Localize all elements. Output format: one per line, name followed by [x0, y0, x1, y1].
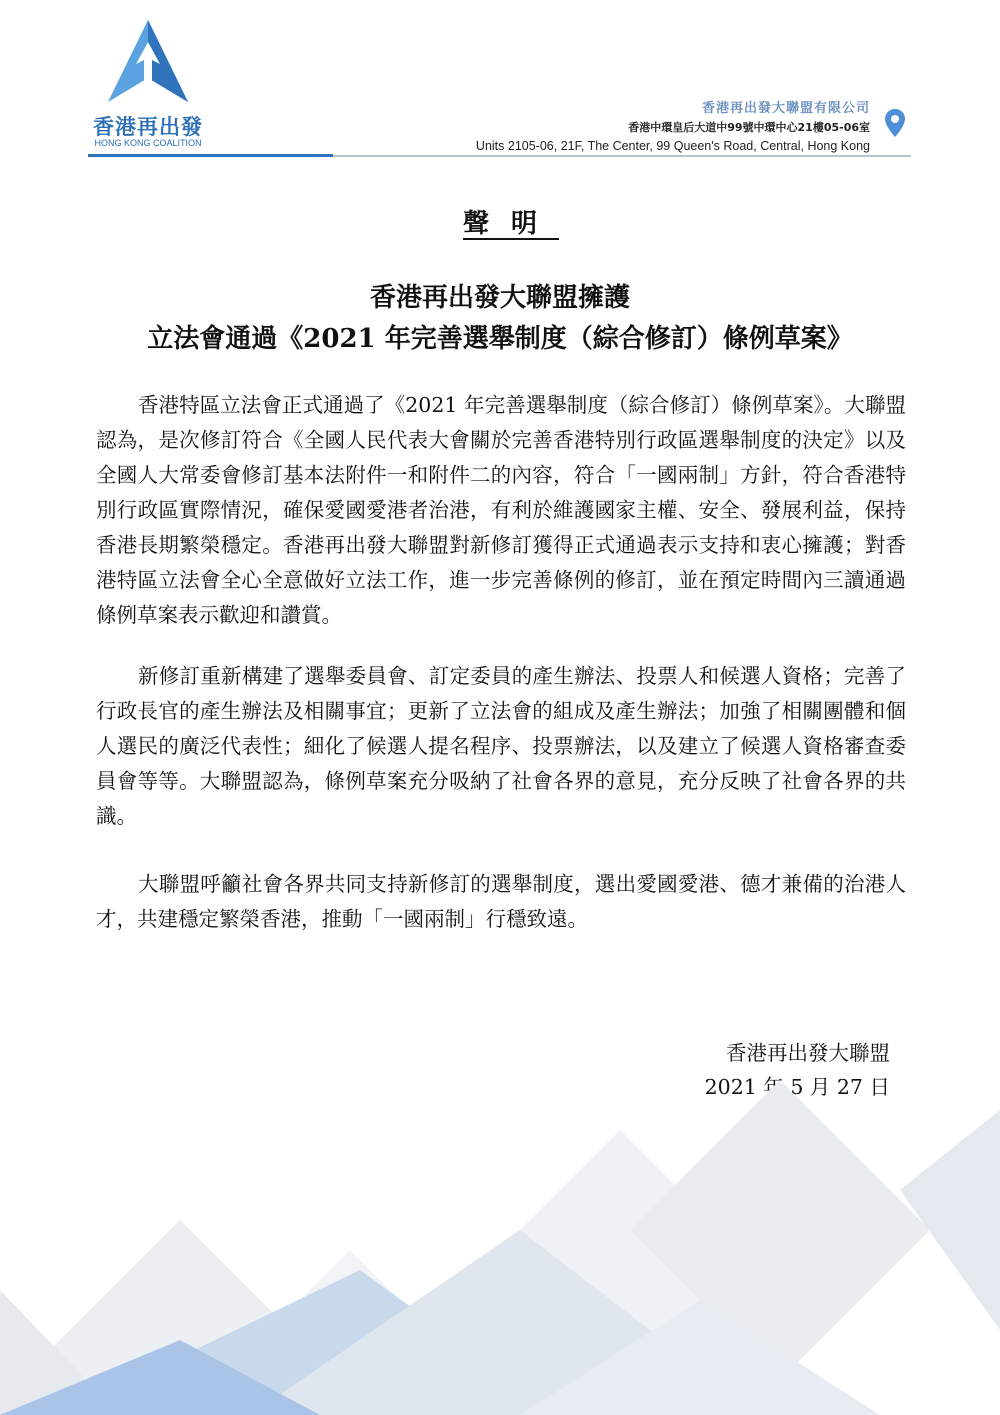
- company-name: 香港再出發大聯盟有限公司: [701, 101, 870, 116]
- headline-line-2: 立法會通過《2021 年完善選舉制度（綜合修訂）條例草案》: [147, 324, 853, 354]
- company-address-chinese: 香港中環皇后大道中99號中環中心21樓05-06室: [628, 121, 870, 134]
- paragraph-1: 香港特區立法會正式通過了《2021 年完善選舉制度（綜合修訂）條例草案》。大聯盟認為，是次修訂符合《全國人民代表大會關於完善香港特別行政區選舉制度的決定》以及全國人大常委會修訂基本法附件一和附件二的內容，符合「一國兩制」方針，符合香港特別行政區實際情況，確保愛國愛港者治港，有利於維護國家主權、安全、發展利益，保持香港長期繁榮穩定。香港再出發大聯盟對新修訂獲得正式通過表示支持和衷心擁護；對香港特區立法會全心全意做好立法工作，進一步完善條例的修訂，並在預定時間內三讀通過條例草案表示歡迎和讚賞。: [96, 393, 906, 627]
- logo-mountain-icon: [88, 16, 208, 111]
- location-pin-icon: [884, 108, 906, 138]
- header-divider-accent: [88, 154, 333, 157]
- coalition-logo: [88, 16, 208, 151]
- signature-organization: 香港再出發大聯盟: [726, 1041, 890, 1065]
- headline-line-1: 香港再出發大聯盟擁護: [369, 283, 630, 313]
- background-decoration: [0, 1070, 1000, 1415]
- paragraph-3: 大聯盟呼籲社會各界共同支持新修訂的選舉制度，選出愛國愛港、德才兼備的治港人才，共建穩定繁榮香港，推動「一國兩制」行穩致遠。: [96, 872, 906, 931]
- paragraph-2: 新修訂重新構建了選舉委員會、訂定委員的產生辦法、投票人和候選人資格；完善了行政長官的產生辦法及相關事宜；更新了立法會的組成及產生辦法；加強了相關團體和個人選民的廣泛代表性；細化了候選人提名程序、投票辦法，以及建立了候選人資格審查委員會等等。大聯盟認為，條例草案充分吸納了社會各界的意見，充分反映了社會各界的共識。: [96, 664, 906, 828]
- header-divider: [333, 155, 911, 157]
- logo-name: 香港再出發: [93, 115, 203, 139]
- logo-english-name: HONG KONG COALITION: [94, 138, 202, 148]
- document-title-text: 聲明: [462, 209, 559, 239]
- company-info: [476, 97, 870, 153]
- document-title: [0, 203, 1000, 240]
- signature-date: 2021 年 5 月 27 日: [704, 1075, 890, 1099]
- company-address-english: Units 2105-06, 21F, The Center, 99 Queen's Road, Central, Hong Kong: [475, 139, 870, 153]
